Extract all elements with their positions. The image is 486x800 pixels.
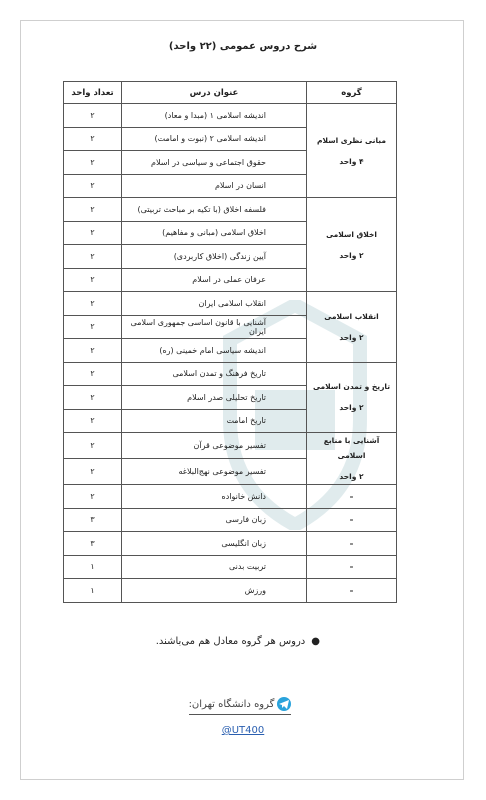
group-units: ۲ واحد bbox=[339, 250, 364, 260]
table-row bbox=[64, 292, 397, 316]
course-title: تربیت بدنی bbox=[122, 555, 307, 579]
courses-table-body bbox=[64, 104, 397, 603]
group-units: ۴ واحد bbox=[339, 156, 364, 166]
course-units: ۲ bbox=[64, 459, 122, 485]
group-cell bbox=[307, 362, 397, 433]
table-row bbox=[64, 532, 397, 556]
group-name: – bbox=[349, 491, 354, 501]
channel-line bbox=[189, 697, 292, 715]
group-units: ۲ واحد bbox=[339, 472, 364, 481]
course-units: ۲ bbox=[64, 485, 122, 509]
course-units: ۱ bbox=[64, 555, 122, 579]
table-row bbox=[64, 485, 397, 509]
course-title: اخلاق اسلامی (مبانی و مفاهیم) bbox=[122, 221, 307, 245]
course-units: ۳ bbox=[64, 508, 122, 532]
table-row bbox=[64, 433, 397, 459]
course-title: انسان در اسلام bbox=[122, 174, 307, 198]
course-title: زبان فارسی bbox=[122, 508, 307, 532]
group-name: مبانی نظری اسلام bbox=[317, 135, 386, 145]
course-title: تاریخ امامت bbox=[122, 409, 307, 433]
course-units: ۲ bbox=[64, 104, 122, 128]
course-units: ۱ bbox=[64, 579, 122, 603]
header-title: عنوان درس bbox=[122, 82, 307, 104]
table-row bbox=[64, 555, 397, 579]
channel-handle-link[interactable]: @UT400 bbox=[221, 725, 265, 736]
course-units: ۲ bbox=[64, 386, 122, 410]
course-title: آشنایی با قانون اساسی جمهوری اسلامی ایران bbox=[122, 315, 307, 339]
table-row bbox=[64, 104, 397, 128]
channel-info bbox=[170, 697, 310, 715]
group-cell bbox=[307, 579, 397, 603]
course-title: دانش خانواده bbox=[122, 485, 307, 509]
table-row bbox=[64, 579, 397, 603]
course-title: اندیشه اسلامی ۱ (مبدا و معاد) bbox=[122, 104, 307, 128]
group-name: – bbox=[349, 585, 354, 595]
page-title: شرح دروس عمومی (۲۲ واحد) bbox=[168, 41, 318, 52]
header-group: گروه bbox=[307, 82, 397, 104]
course-units: ۲ bbox=[64, 198, 122, 222]
course-title: آیین زندگی (اخلاق کاربردی) bbox=[122, 245, 307, 269]
course-title: اندیشه سیاسی امام خمینی (ره) bbox=[122, 339, 307, 363]
course-title: فلسفه اخلاق (با تکیه بر مباحث تربیتی) bbox=[122, 198, 307, 222]
course-title: تفسیر موضوعی نهج‌البلاغه bbox=[122, 459, 307, 485]
course-units: ۲ bbox=[64, 433, 122, 459]
group-cell bbox=[307, 198, 397, 292]
group-name: اخلاق اسلامی bbox=[326, 229, 377, 239]
group-cell bbox=[307, 532, 397, 556]
course-units: ۲ bbox=[64, 221, 122, 245]
channel-label: گروه دانشگاه تهران: bbox=[188, 699, 275, 710]
course-units: ۲ bbox=[64, 174, 122, 198]
group-name: انقلاب اسلامی bbox=[324, 311, 379, 321]
footnote bbox=[140, 636, 320, 647]
telegram-icon bbox=[277, 697, 291, 711]
course-title: اندیشه اسلامی ۲ (نبوت و امامت) bbox=[122, 127, 307, 151]
table-row bbox=[64, 508, 397, 532]
course-units: ۲ bbox=[64, 127, 122, 151]
course-units: ۲ bbox=[64, 245, 122, 269]
course-units: ۲ bbox=[64, 409, 122, 433]
course-units: ۲ bbox=[64, 362, 122, 386]
course-units: ۲ bbox=[64, 339, 122, 363]
header-units: تعداد واحد bbox=[64, 82, 122, 104]
course-title: تاریخ فرهنگ و تمدن اسلامی bbox=[122, 362, 307, 386]
table-row bbox=[64, 362, 397, 386]
footnote-text: دروس هر گروه معادل هم می‌باشند. bbox=[155, 636, 306, 647]
group-cell bbox=[307, 555, 397, 579]
group-name: – bbox=[349, 515, 354, 525]
course-title: تفسیر موضوعی قرآن bbox=[122, 433, 307, 459]
course-units: ۲ bbox=[64, 292, 122, 316]
group-name: تاریخ و تمدن اسلامی bbox=[312, 382, 391, 392]
course-title: حقوق اجتماعی و سیاسی در اسلام bbox=[122, 151, 307, 175]
group-cell bbox=[307, 292, 397, 363]
group-cell bbox=[307, 508, 397, 532]
group-name: – bbox=[349, 562, 354, 572]
table-row bbox=[64, 198, 397, 222]
course-title: زبان انگلیسی bbox=[122, 532, 307, 556]
group-cell bbox=[307, 485, 397, 509]
course-title: ورزش bbox=[122, 579, 307, 603]
courses-table bbox=[63, 81, 397, 603]
course-units: ۲ bbox=[64, 268, 122, 292]
group-name: آشنایی با منابع اسلامی bbox=[323, 436, 380, 460]
course-title: عرفان عملی در اسلام bbox=[122, 268, 307, 292]
course-units: ۲ bbox=[64, 315, 122, 339]
bullet-icon: ● bbox=[311, 636, 320, 647]
course-units: ۲ bbox=[64, 151, 122, 175]
group-name: – bbox=[349, 538, 354, 548]
group-units: ۲ واحد bbox=[339, 332, 364, 342]
group-cell bbox=[307, 433, 397, 485]
group-cell bbox=[307, 104, 397, 198]
course-title: تاریخ تحلیلی صدر اسلام bbox=[122, 386, 307, 410]
course-units: ۳ bbox=[64, 532, 122, 556]
group-units: ۲ واحد bbox=[339, 403, 364, 413]
course-title: انقلاب اسلامی ایران bbox=[122, 292, 307, 316]
